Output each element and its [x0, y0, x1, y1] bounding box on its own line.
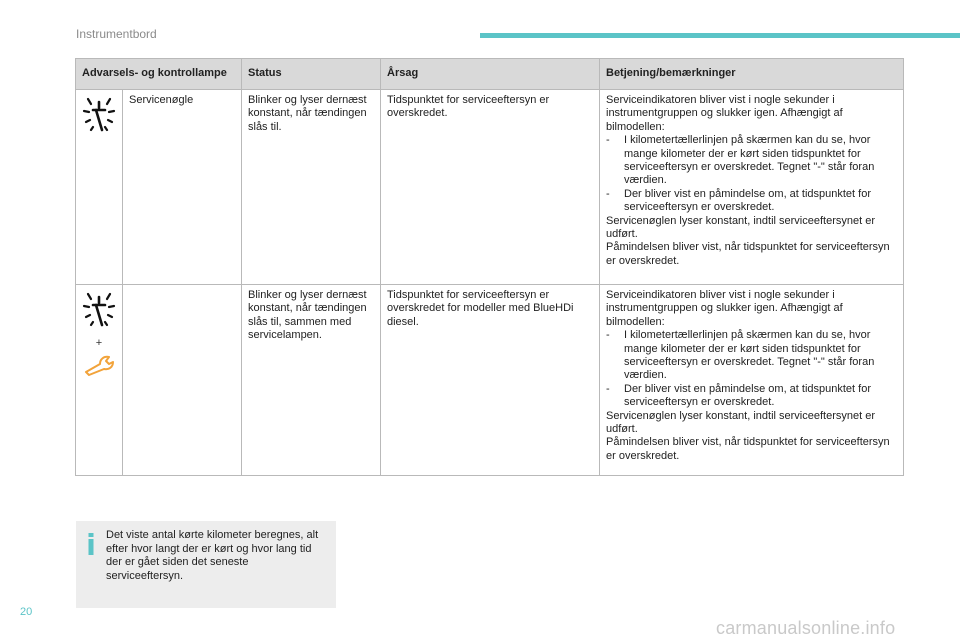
list-item-text: I kilometertællerlinjen på skærmen kan du se, hvor mange kilometer der er kørt siden tidspunktet for serviceeftersyn er overskredet. Tegnet "-" står foran værdien.	[624, 134, 875, 187]
remarks-reminder: Påmindelsen bliver vist, når tidspunktet for serviceeftersyn er overskredet.	[606, 241, 890, 267]
remarks-reminder: Påmindelsen bliver vist, når tidspunktet for serviceeftersyn er overskredet.	[606, 436, 890, 462]
lamp-name	[123, 285, 242, 476]
header-remarks: Betjening/bemærkninger	[600, 59, 904, 90]
watermark: carmanualsonline.info	[716, 618, 896, 638]
remarks-outro: Servicenøglen lyser konstant, indtil serviceeftersynet er udført.	[606, 409, 876, 436]
list-dash: -	[606, 329, 610, 342]
status-text: Blinker og lyser dernæst konstant, når tændingen slås til, sammen med servicelampen.	[242, 285, 381, 476]
table-header-row	[76, 59, 904, 90]
cause-text: Tidspunktet for serviceeftersyn er overskredet for modeller med BlueHDi diesel.	[381, 285, 600, 476]
note-text: Det viste antal kørte kilometer beregnes, alt efter hvor langt der er kørt og hvor lang tid der er gået siden det seneste serviceeftersyn.	[106, 529, 319, 582]
service-lamp-wrench-icon	[82, 354, 116, 376]
list-item	[606, 134, 897, 188]
service-spanner-icon	[82, 94, 116, 136]
section-title: Instrumentbord	[76, 27, 157, 41]
icon-cell	[76, 90, 123, 285]
list-item-text: Der bliver vist en påmindelse om, at tidspunktet for serviceeftersyn er overskredet.	[624, 382, 872, 409]
status-text: Blinker og lyser dernæst konstant, når tændingen slås til.	[242, 90, 381, 285]
remarks-outro: Servicenøglen lyser konstant, indtil serviceeftersynet er udført.	[606, 214, 876, 241]
list-item	[606, 383, 897, 410]
info-icon	[87, 533, 95, 555]
remarks-cell	[600, 90, 904, 285]
table-row	[76, 285, 904, 476]
list-dash: -	[606, 134, 610, 147]
icon-cell	[76, 285, 123, 476]
service-spanner-icon	[82, 289, 116, 331]
list-item	[606, 188, 897, 215]
page-number: 20	[20, 606, 33, 618]
list-item	[606, 329, 897, 383]
plus-sign: +	[95, 337, 103, 349]
remarks-cell	[600, 285, 904, 476]
header-lamp: Advarsels- og kontrollampe	[76, 59, 242, 90]
list-dash: -	[606, 187, 610, 200]
list-dash: -	[606, 382, 610, 395]
info-note	[76, 521, 336, 608]
header-status: Status	[242, 59, 381, 90]
lamp-name: Servicenøgle	[123, 90, 242, 285]
list-item-text: I kilometertællerlinjen på skærmen kan du se, hvor mange kilometer der er kørt siden tidspunktet for serviceeftersyn er overskredet. Tegnet "-" står foran værdien.	[624, 329, 875, 382]
remarks-intro: Serviceindikatoren bliver vist i nogle sekunder i instrumentgruppen og slukker igen. Afhængigt af bilmodellen:	[606, 289, 843, 328]
cause-text: Tidspunktet for serviceeftersyn er overskredet.	[381, 90, 600, 285]
table-row	[76, 90, 904, 285]
warning-lamps-table	[75, 58, 904, 476]
header-cause: Årsag	[381, 59, 600, 90]
list-item-text: Der bliver vist en påmindelse om, at tidspunktet for serviceeftersyn er overskredet.	[624, 187, 872, 214]
remarks-intro: Serviceindikatoren bliver vist i nogle sekunder i instrumentgruppen og slukker igen. Afhængigt af bilmodellen:	[606, 94, 843, 133]
section-accent-bar	[480, 33, 960, 38]
